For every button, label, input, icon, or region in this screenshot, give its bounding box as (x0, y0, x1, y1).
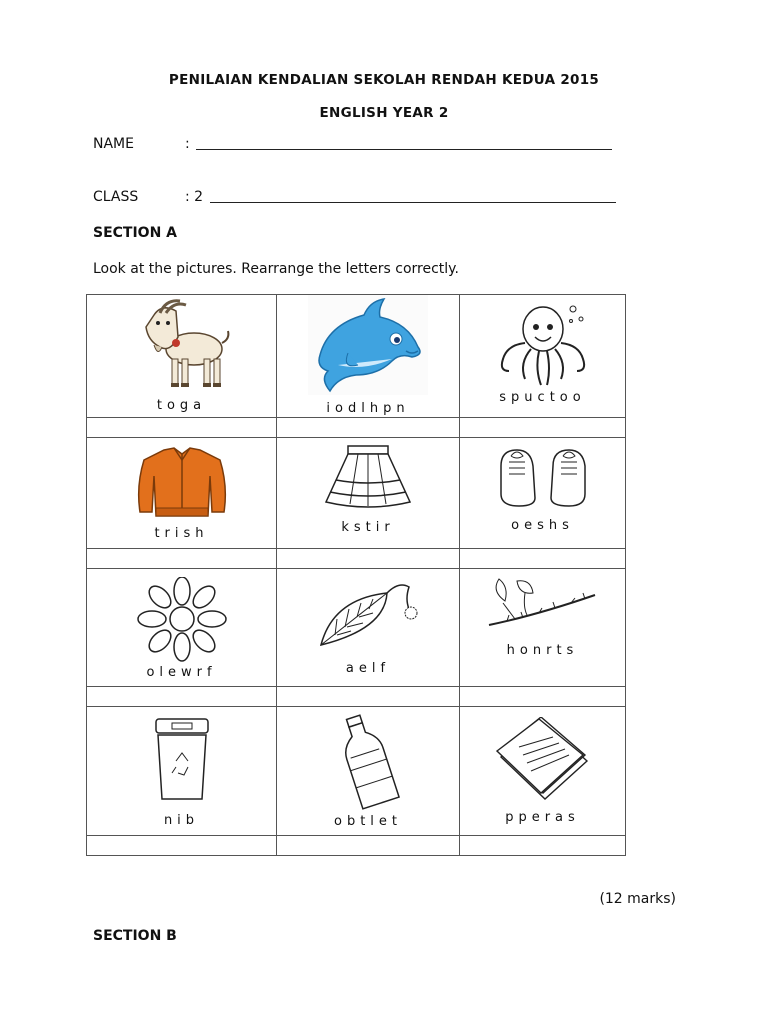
class-label: CLASS (93, 189, 139, 205)
picture-cell-dolphin (277, 295, 460, 418)
picture-cell-skirt (277, 438, 460, 549)
scrambled-word: toga (156, 398, 207, 413)
answer-cell-skirt[interactable] (277, 549, 460, 569)
goat-icon (132, 297, 232, 393)
page-subtitle: ENGLISH YEAR 2 (319, 105, 449, 121)
scrambled-word: nib (163, 813, 200, 828)
scrambled-word: kstir (341, 520, 395, 535)
flower-icon (132, 577, 232, 663)
scrambled-word: trish (154, 526, 209, 541)
answer-cell-bottle[interactable] (277, 836, 460, 856)
thorn-branch-icon (487, 573, 599, 631)
class-answer-line[interactable] (210, 202, 616, 203)
scrambled-word: iodlhpn (326, 401, 410, 416)
leaf-icon (313, 579, 423, 653)
bottle-icon (333, 713, 403, 811)
name-colon: : (185, 136, 190, 152)
section-b-heading: SECTION B (93, 928, 177, 944)
picture-cell-thorn (460, 569, 626, 687)
scrambled-word: obtlet (333, 814, 402, 829)
section-a-instruction: Look at the pictures. Rearrange the letters correctly. (93, 261, 459, 277)
bin-icon (150, 717, 214, 803)
section-a-heading: SECTION A (93, 225, 178, 241)
answer-cell-shirt[interactable] (87, 549, 277, 569)
skirt-icon (320, 444, 416, 510)
name-answer-line[interactable] (196, 149, 612, 150)
scrambled-word: olewrf (146, 665, 217, 680)
papers-icon (493, 717, 593, 801)
picture-cell-goat (87, 295, 277, 418)
exercise-grid (86, 294, 626, 856)
answer-cell-bin[interactable] (87, 836, 277, 856)
answer-cell-shoes[interactable] (460, 549, 626, 569)
shirt-icon (134, 446, 230, 518)
picture-cell-shirt (87, 438, 277, 549)
answer-cell-leaf[interactable] (277, 687, 460, 707)
dolphin-icon (308, 295, 428, 395)
answer-cell-octopus[interactable] (460, 418, 626, 438)
class-value: : 2 (185, 189, 204, 205)
picture-cell-papers (460, 707, 626, 836)
name-label: NAME (93, 136, 134, 152)
scrambled-word: honrts (506, 643, 579, 658)
answer-cell-flower[interactable] (87, 687, 277, 707)
scrambled-word: pperas (505, 810, 580, 825)
answer-cell-thorn[interactable] (460, 687, 626, 707)
answer-cell-dolphin[interactable] (277, 418, 460, 438)
picture-cell-shoes (460, 438, 626, 549)
picture-cell-octopus (460, 295, 626, 418)
octopus-icon (493, 299, 593, 389)
picture-cell-flower (87, 569, 277, 687)
picture-cell-bin (87, 707, 277, 836)
scrambled-word: aelf (345, 661, 391, 676)
answer-cell-goat[interactable] (87, 418, 277, 438)
answer-cell-papers[interactable] (460, 836, 626, 856)
scrambled-word: spuctoo (499, 390, 586, 405)
picture-cell-bottle (277, 707, 460, 836)
marks-label: (12 marks) (599, 891, 676, 907)
scrambled-word: oeshs (511, 518, 574, 533)
picture-cell-leaf (277, 569, 460, 687)
shoes-icon (495, 446, 591, 510)
page-title: PENILAIAN KENDALIAN SEKOLAH RENDAH KEDUA 2015 (168, 72, 600, 88)
